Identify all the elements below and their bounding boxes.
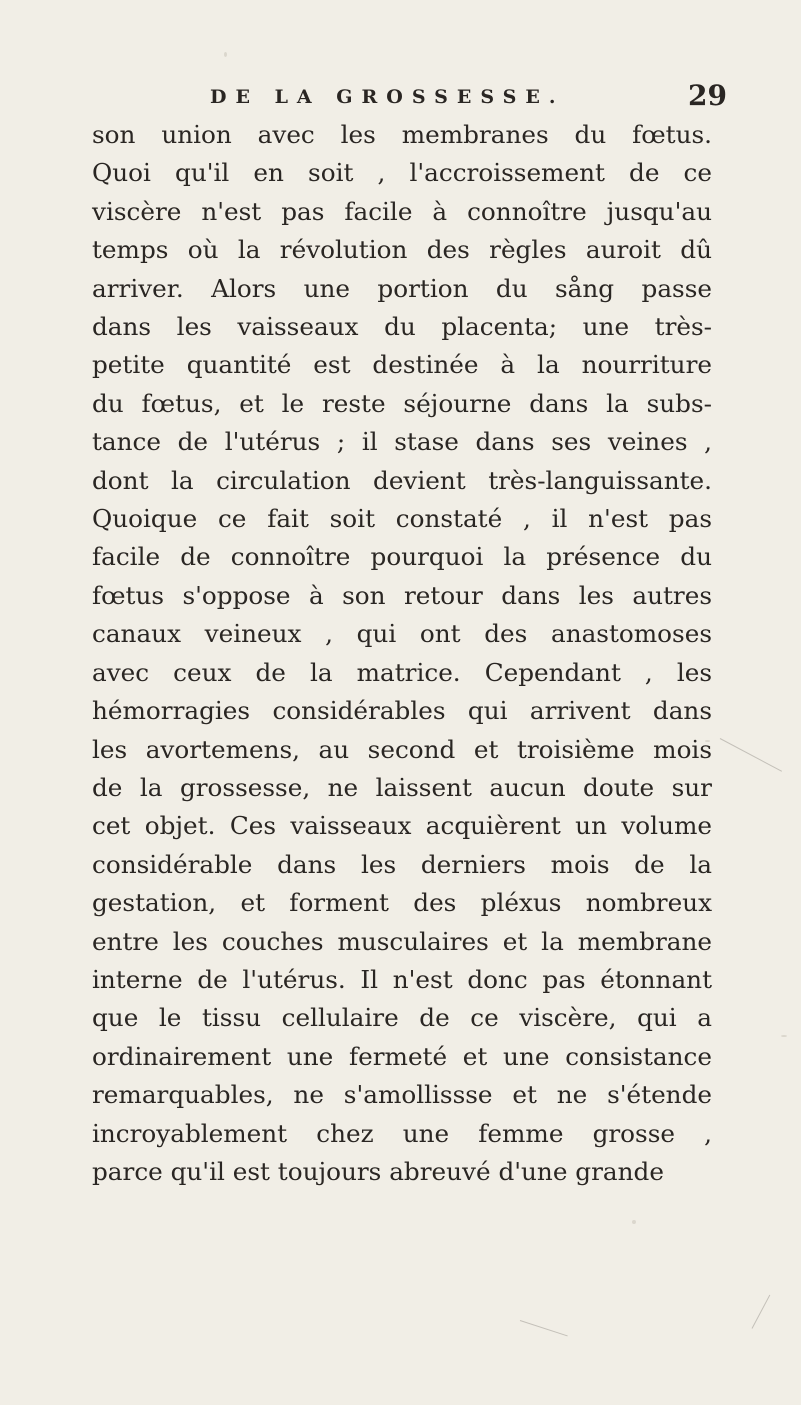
text-line: fœtus s'oppose à son retour dans les autres <box>92 580 712 610</box>
page-number: 29 <box>688 79 727 112</box>
text-line: cet objet. Ces vaisseaux acquièrent un volume <box>92 811 712 841</box>
ink-speck <box>224 52 227 57</box>
text-line: avec ceux de la matrice. Cependant , les <box>92 657 712 687</box>
text-line: remarquables, ne s'amollissse et ne s'étende <box>92 1080 712 1110</box>
text-line: temps où la révolution des règles auroit dû <box>92 235 712 265</box>
ink-speck <box>705 740 710 742</box>
text-line: tance de l'utérus ; il stase dans ses veines , <box>92 427 712 457</box>
text-line: ordinairement une fermeté et une consistance <box>92 1041 712 1071</box>
text-line: entre les couches musculaires et la membrane <box>92 926 712 956</box>
text-line: hémorragies considérables qui arrivent dans <box>92 696 712 726</box>
text-line: facile de connoître pourquoi la présence du <box>92 542 712 572</box>
text-line: arriver. Alors une portion du sång passe <box>92 273 712 303</box>
text-line: viscère n'est pas facile à connoître jusqu'au <box>92 196 712 226</box>
text-line: Quoique ce fait soit constaté , il n'est pas <box>92 504 712 534</box>
text-line: les avortemens, au second et troisième mois <box>92 734 712 764</box>
body-text <box>92 116 712 1191</box>
text-line: dans les vaisseaux du placenta; une très- <box>92 312 712 342</box>
text-line: gestation, et forment des pléxus nombreux <box>92 888 712 918</box>
text-line: canaux veineux , qui ont des anastomoses <box>92 619 712 649</box>
paper-scratch <box>520 1320 568 1336</box>
text-line: dont la circulation devient très-languissante. <box>92 465 712 495</box>
text-line: incroyablement chez une femme grosse , <box>92 1118 712 1148</box>
text-line: considérable dans les derniers mois de la <box>92 849 712 879</box>
text-line: Quoi qu'il en soit , l'accroissement de ce <box>92 158 712 188</box>
paper-scratch <box>752 1295 771 1329</box>
paper-scratch <box>720 738 782 772</box>
text-line: son union avec les membranes du fœtus. <box>92 120 712 149</box>
text-line: du fœtus, et le reste séjourne dans la subs- <box>92 388 712 418</box>
text-line: petite quantité est destinée à la nourriture <box>92 350 712 380</box>
text-line: parce qu'il est toujours abreuvé d'une grande <box>92 1156 664 1186</box>
ink-speck <box>781 1035 787 1037</box>
running-head: DE LA GROSSESSE. <box>210 86 565 108</box>
text-line: que le tissu cellulaire de ce viscère, qui a <box>92 1003 712 1033</box>
text-line: de la grossesse, ne laissent aucun doute sur <box>92 772 712 802</box>
ink-speck <box>632 1220 636 1224</box>
text-line: interne de l'utérus. Il n'est donc pas étonnant <box>92 964 712 994</box>
